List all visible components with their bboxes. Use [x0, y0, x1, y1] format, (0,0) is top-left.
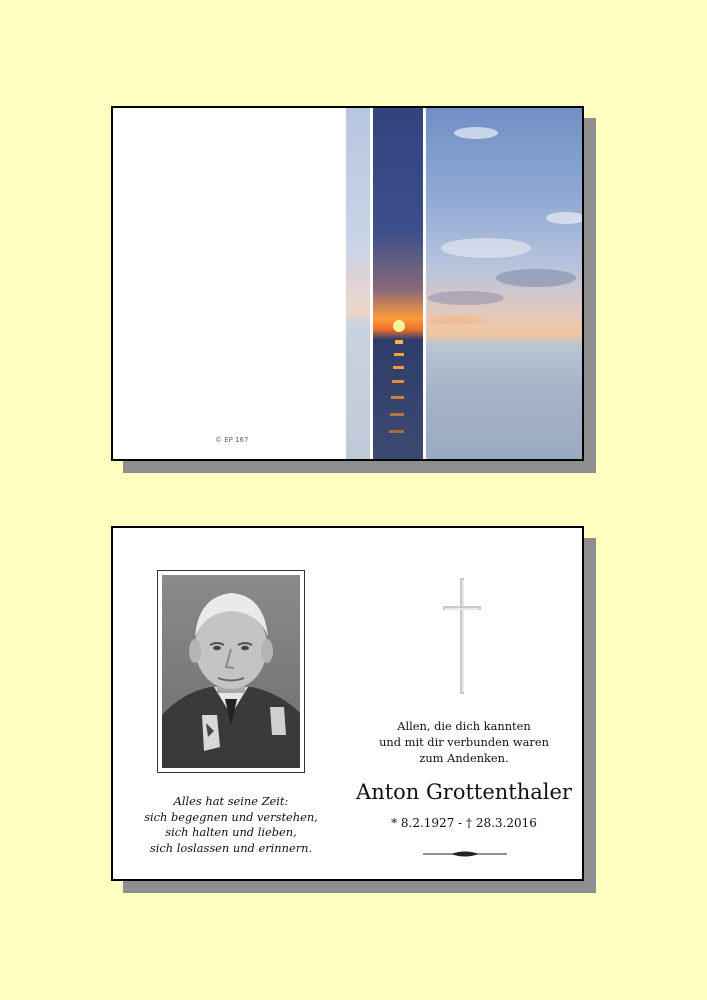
dedication-line: und mit dir verbunden waren [379, 735, 549, 749]
quote-line: sich halten und lieben, [165, 825, 297, 839]
cloud-icon [426, 108, 582, 459]
quote-line: sich loslassen und erinnern. [149, 840, 313, 855]
back-card [111, 526, 584, 881]
ornament-divider-icon [423, 850, 507, 858]
portrait-photo [162, 575, 300, 768]
quote-line: sich begegnen und verstehen, [144, 809, 318, 824]
portrait-frame [157, 570, 305, 773]
dedication-line: Allen, die dich kannten [397, 719, 531, 733]
dedication-block [349, 718, 579, 766]
cross-icon [443, 578, 483, 698]
deceased-name: Anton Grottenthaler [356, 780, 572, 804]
sunset-strip-left [346, 108, 370, 459]
portrait-man-icon [162, 575, 300, 768]
front-card [111, 106, 584, 461]
copyright-text: © EP 167 [215, 436, 249, 444]
life-dates: * 8.2.1927 - † 28.3.2016 [391, 816, 537, 830]
dedication-line: zum Andenken. [419, 751, 509, 765]
sunset-photo-right [426, 108, 582, 459]
sunset-strip-center [373, 108, 423, 459]
quote-block [139, 794, 323, 856]
sun-reflection-icon [373, 108, 423, 459]
quote-line: Alles hat seine Zeit: [173, 794, 289, 808]
